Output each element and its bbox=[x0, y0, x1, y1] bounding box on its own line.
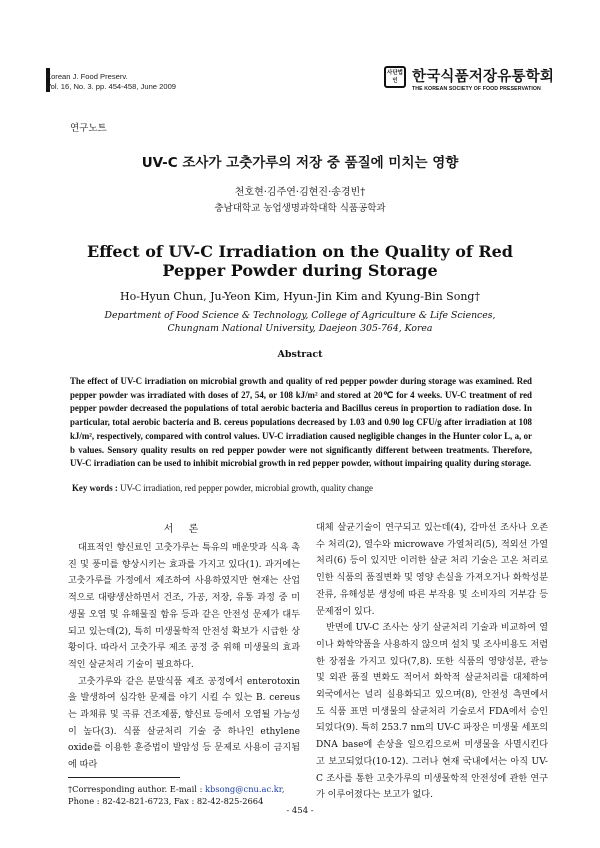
footnote-divider bbox=[68, 777, 180, 778]
journal-name: Korean J. Food Preserv. bbox=[46, 72, 128, 81]
right-column bbox=[316, 520, 548, 804]
footnote-corresponding: †Corresponding author. E-mail : bbox=[68, 784, 205, 794]
journal-citation bbox=[46, 72, 176, 92]
society-logo bbox=[384, 64, 570, 102]
authors-english: Ho-Hyun Chun, Ju-Yeon Kim, Hyun-Jin Kim and Kyung-Bin Song† bbox=[120, 290, 480, 303]
abstract-body: The effect of UV-C irradiation on microbial growth and quality of red pepper powder during storage was examined. Red pepper powder was irradiated with doses of 27, 54, or 108 kJ/m² and stored at 20℃ for 4 weeks. UV-C treatment of red pepper powder decreased the populations of total aerobic bacteria and Bacillus cereus in proportion to radiation dose. In particular, total aerobic bacteria and B. cereus populations decreased by 1.03 and 0.90 log CFU/g after irradiation at 108 kJ/m², respectively, compared with control values. UV-C irradiation caused negligible changes in the Hunter color L, a, or b values. Sensory quality results on red pepper powder were not significantly different between treatments. Therefore, UV-C irradiation can be used to inhibit microbial growth in red pepper powder, without impairing quality during storage. bbox=[70, 376, 532, 469]
keywords-label: Key words : bbox=[72, 483, 118, 493]
society-name-korean: 한국식품저장유통학회 bbox=[412, 69, 555, 85]
affiliation-korean: 충남대학교 농업생명과학대학 식품공학과 bbox=[214, 203, 386, 214]
affiliation-english: Department of Food Science & Technology, College of Agriculture & Life Sciences, Chungnam National University, Daejeon 305-764, Korea bbox=[104, 310, 496, 334]
paragraph: 고춧가루와 같은 분말식품 제조 공정에서 enterotoxin을 발생하여 심각한 문제를 야기 시킬 수 있는 B. cereus는 과채류 및 곡류 건조제품, 향신료 등에서 오염될 가능성이 높다(3). 식품 살균처리 기술 중 하나인 ethylene oxide를 이용한 훈증법이 발암성 등 문제로 사용이 금지됨에 따라 bbox=[68, 676, 300, 771]
footnote bbox=[68, 783, 284, 807]
authors-korean: 천호현·김주연·김현진·송경빈† bbox=[234, 187, 366, 198]
left-column bbox=[68, 540, 300, 774]
paragraph: 대표적인 향신료인 고춧가루는 특유의 매운맛과 식욕 촉진 및 풍미를 향상시키는 효과를 가지고 있다(1). 과거에는 고춧가루를 가정에서 제조하여 사용하였지만 현재는 산업적으로 대량생산하면서 건조, 가공, 저장, 유통 과정 중 미생물 오염 및 유해물질 함유 등과 같은 안전성 문제가 대두되고 있는데(2), 특히 미생물학적 안전성 확보가 시급한 상황이다. 따라서 고춧가루 제조 공정 중 위해 미생물의 효과적인 살균처리 기술이 필요하다. bbox=[68, 543, 300, 670]
title-korean: UV-C 조사가 고춧가루의 저장 중 품질에 미치는 영향 bbox=[141, 155, 459, 171]
keywords bbox=[72, 483, 373, 493]
email-link[interactable]: kbsong@cnu.ac.kr, bbox=[205, 784, 285, 794]
footnote-phone: Phone : 82-42-821-6723, Fax : 82-42-825-2664 bbox=[68, 796, 264, 806]
journal-volume: Vol. 16, No. 3. pp. 454-458, June 2009 bbox=[46, 82, 177, 91]
abstract-heading: Abstract bbox=[277, 349, 323, 360]
society-name-english: THE KOREAN SOCIETY OF FOOD PRESERVATION bbox=[412, 86, 541, 92]
title-english: Effect of UV-C Irradiation on the Quality of Red Pepper Powder during Storage bbox=[87, 242, 513, 280]
keywords-list: UV-C irradiation, red pepper powder, microbial growth, quality change bbox=[120, 483, 373, 493]
article-category: 연구노트 bbox=[70, 123, 107, 134]
society-emblem-icon: 사단법인 bbox=[384, 66, 406, 88]
section-heading-introduction: 서 론 bbox=[163, 524, 205, 535]
paragraph: 대체 살균기술이 연구되고 있는데(4), 감마선 조사나 오존수 처리(2), 열수와 microwave 가열처리(5), 적외선 가열처리(6) 등이 있지만 이러한 살균 처리 기술은 고온 처리로 인한 식품의 품질변화 및 영양 손실을 가져오거나 화학성분 잔류, 유해성분 생성에 따른 부작용 및 소비자의 거부감 등 문제점이 있다. bbox=[316, 523, 548, 617]
page-number: - 454 - bbox=[286, 806, 314, 816]
paragraph: 반면에 UV-C 조사는 상기 살균처리 기술과 비교하여 열이나 화학약품을 사용하지 않으며 설치 및 조사비용도 저렴한 장점을 가지고 있다(7,8). 또한 식품의 영양성분, 관능 및 외관 품질 변화도 적어서 화학적 살균처리를 대체하여 외국에서는 널리 실용화되고 있으며(8), 안전성 측면에서도 식품 표면 미생물의 살균처리 기술로서 FDA에서 승인되었다(9). 특히 253.7 nm의 UV-C 파장은 미생물 세포의 DNA base에 손상을 일으킴으로써 미생물을 사멸시킨다고 보고되었다(10-12). 그러나 현재 국내에서는 아직 UV-C 조사를 통한 고춧가루의 미생물학적 안전성에 관한 연구가 이루어졌다는 보고가 없다. bbox=[316, 623, 548, 801]
